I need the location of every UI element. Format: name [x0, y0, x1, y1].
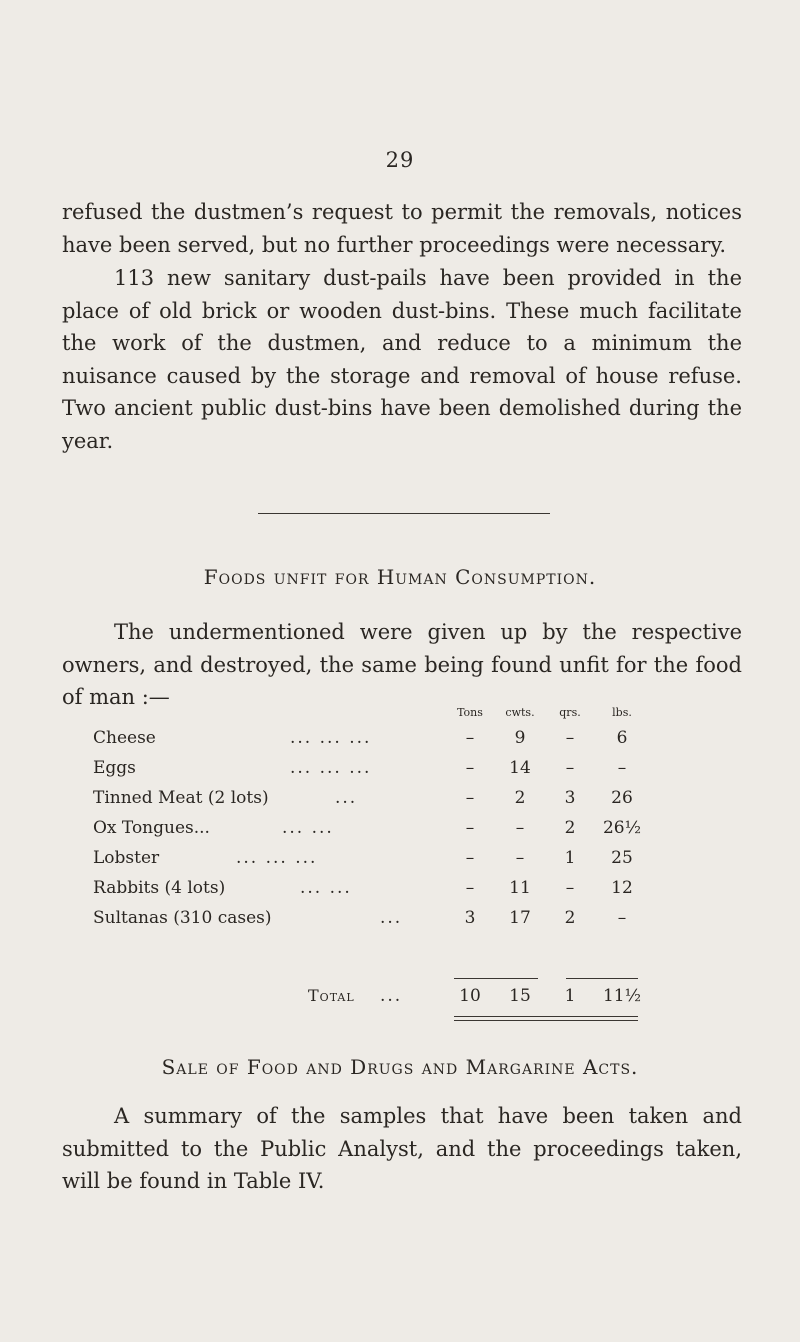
total-row	[0, 986, 800, 1016]
row-tons: –	[465, 728, 475, 748]
row-dots: ... ... ...	[290, 758, 372, 778]
row-item: Eggs	[93, 758, 136, 778]
sum-rule	[454, 978, 538, 979]
row-lbs: –	[617, 758, 627, 778]
row-lbs: 25	[611, 848, 633, 868]
col-head-cwts: cwts.	[505, 706, 535, 719]
total-double-rule	[454, 1020, 638, 1021]
row-qrs: –	[565, 758, 575, 778]
total-double-rule	[454, 1016, 638, 1017]
total-cwts: 15	[509, 986, 531, 1006]
row-lbs: 12	[611, 878, 633, 898]
row-dots: ...	[335, 788, 358, 808]
sale-heading: Sale of Food and Drugs and Margarine Acts.	[161, 1055, 639, 1079]
section-divider	[258, 513, 550, 514]
row-tons: –	[465, 758, 475, 778]
row-cwts: 17	[509, 908, 531, 928]
row-item: Cheese	[93, 728, 156, 748]
row-lbs: –	[617, 908, 627, 928]
row-cwts: 2	[514, 788, 526, 808]
paragraph-dustmen-notices: refused the dustmen’s request to permit the removals, notices have been served, but no further proceedings were necessary.	[62, 200, 742, 257]
row-qrs: 1	[564, 848, 576, 868]
row-tons: –	[465, 788, 475, 808]
row-dots: ... ...	[300, 878, 352, 898]
row-qrs: 3	[564, 788, 576, 808]
row-tons: –	[465, 878, 475, 898]
row-item: Sultanas (310 cases)	[93, 908, 272, 928]
col-head-qrs: qrs.	[559, 706, 581, 719]
page-number: 29	[385, 148, 415, 172]
row-qrs: 2	[564, 818, 576, 838]
row-item: Lobster	[93, 848, 160, 868]
row-tons: –	[465, 848, 475, 868]
row-lbs: 6	[616, 728, 628, 748]
col-head-tons: Tons	[457, 706, 483, 719]
table-row	[0, 818, 800, 848]
foods-intro: The undermentioned were given up by the respective owners, and destroyed, the same being found unfit for the food of man :—	[62, 620, 742, 709]
table-row	[0, 848, 800, 878]
row-cwts: 9	[514, 728, 526, 748]
row-dots: ...	[380, 986, 403, 1006]
table-row	[0, 878, 800, 908]
row-qrs: –	[565, 878, 575, 898]
total-qrs: 1	[564, 986, 576, 1006]
row-cwts: 11	[509, 878, 531, 898]
table-row	[0, 728, 800, 758]
total-lbs: 11½	[602, 986, 642, 1006]
sum-rule	[566, 978, 638, 979]
total-label: Total	[308, 986, 355, 1005]
row-qrs: 2	[564, 908, 576, 928]
row-lbs: 26½	[602, 818, 642, 838]
foods-heading: Foods unfit for Human Consumption.	[203, 565, 597, 589]
row-dots: ...	[380, 908, 403, 928]
sale-paragraph: A summary of the samples that have been taken and submitted to the Public Analyst, and the proceedings taken, will be found in Table IV.	[62, 1104, 742, 1193]
row-cwts: –	[515, 818, 525, 838]
table-row	[0, 758, 800, 788]
table-row	[0, 908, 800, 938]
row-dots: ... ... ...	[236, 848, 318, 868]
row-tons: –	[465, 818, 475, 838]
row-dots: ... ...	[282, 818, 334, 838]
table-row	[0, 788, 800, 818]
row-item: Tinned Meat (2 lots)	[93, 788, 269, 808]
row-tons: 3	[464, 908, 476, 928]
row-cwts: –	[515, 848, 525, 868]
row-item: Rabbits (4 lots)	[93, 878, 226, 898]
row-cwts: 14	[509, 758, 531, 778]
row-lbs: 26	[611, 788, 633, 808]
row-item: Ox Tongues...	[93, 818, 210, 838]
row-qrs: –	[565, 728, 575, 748]
row-dots: ... ... ...	[290, 728, 372, 748]
col-head-lbs: lbs.	[612, 706, 632, 719]
paragraph-dust-pails: 113 new sanitary dust-pails have been provided in the place of old brick or wooden dust-bins. These much facilitate the work of the dustmen, and reduce to a minimum the nuisance caused by the storage and removal of house refuse. Two ancient public dust-bins have been demolished during the year.	[62, 266, 742, 453]
total-tons: 10	[459, 986, 481, 1006]
